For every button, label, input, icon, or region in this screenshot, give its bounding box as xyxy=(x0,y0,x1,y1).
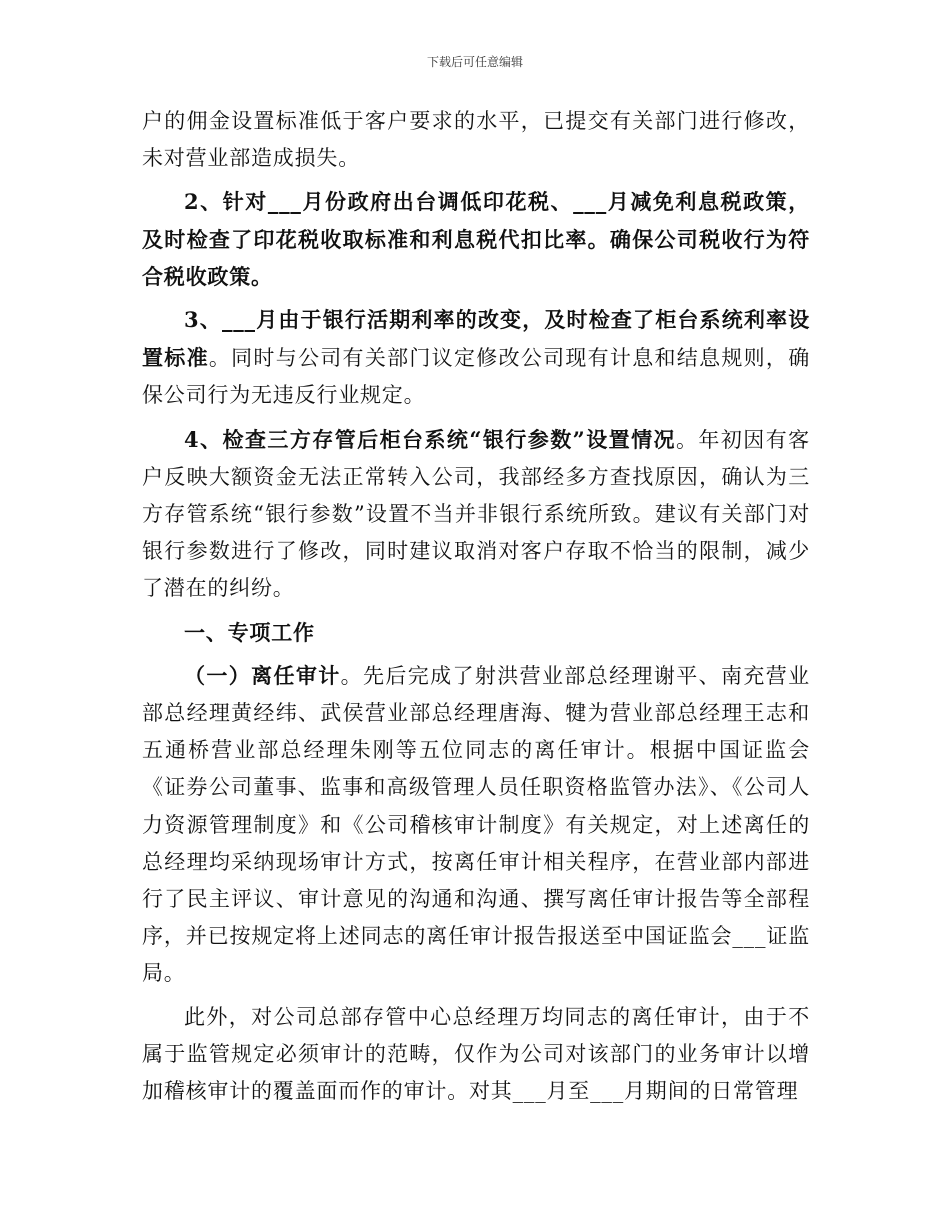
paragraph-departure-audit-heading: （一）离任审计 xyxy=(184,662,341,688)
paragraph-stamp-tax: 2、针对___月份政府出台调低印花税、___月减免利息税政策，及时检查了印花税收取标准和利息税代扣比率。确保公司税收行为符合税收政策。 xyxy=(142,189,810,289)
document-body xyxy=(142,103,810,1110)
paragraph-interest-rate-body: 。同时与公司有关部门议定修改公司现有计息和结息规则，确保公司行为无违反行业规定。 xyxy=(142,346,810,408)
paragraph-interest-rate xyxy=(142,301,810,415)
paragraph-bank-params-heading: 4、检查三方存管后柜台系统“银行参数”设置情况 xyxy=(184,426,676,452)
page-header: 下载后可任意编辑 xyxy=(426,55,523,69)
section-heading: 一、专项工作 xyxy=(184,619,315,645)
paragraph-interest-rate-heading: 3、___月由于银行活期利率的改变，及时检查了柜台系统利率设置标准 xyxy=(142,307,810,371)
paragraph-departure-audit-body: 。先后完成了射洪营业部总经理谢平、南充营业部总经理黄经纬、武侯营业部总经理唐海、犍为营业部总经理王志和五通桥营业部总经理朱刚等五位同志的离任审计。根据中国证监会《证券公司董事、监事和高级管理人员任职资格监管办法》、《公司人力资源管理制度》和《公司稽核审计制度》有关规定，对上述离任的总经理均采纳现场审计方式，按离任审计相关程序，在营业部内部进行了民主评议、审计意见的沟通和沟通、撰写离任审计报告等全部程序，并已按规定将上述同志的离任审计报告报送至中国证监会___证监局。 xyxy=(142,663,810,986)
paragraph-commission: 户的佣金设置标准低于客户要求的水平，已提交有关部门进行修改，未对营业部造成损失。 xyxy=(142,109,810,171)
paragraph-custody-audit: 此外，对公司总部存管中心总经理万均同志的离任审计，由于不属于监管规定必须审计的范畴，仅作为公司对该部门的业务审计以增加稽核审计的覆盖面而作的审计。对其___月至___月期间的日常管理 xyxy=(142,1004,810,1104)
paragraph-departure-audit xyxy=(142,657,810,993)
paragraph-bank-params xyxy=(142,421,810,608)
paragraph-bank-params-body: 。年初因有客户反映大额资金无法正常转入公司，我部经多方查找原因，确认为三方存管系统“银行参数”设置不当并非银行系统所致。建议有关部门对银行参数进行了修改，同时建议取消对客户存取不恰当的限制，减少了潜在的纠纷。 xyxy=(142,427,810,601)
